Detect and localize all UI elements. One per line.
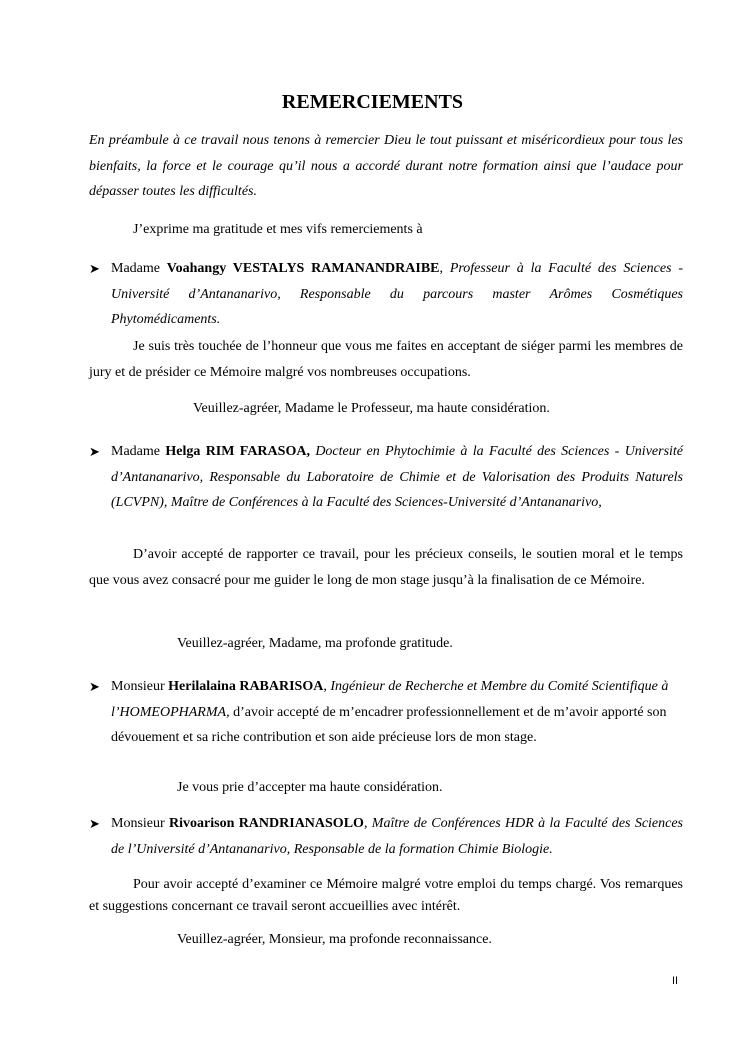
person-name: Helga RIM FARASOA,: [165, 444, 310, 459]
person-4-closing: Veuillez-agréer, Monsieur, ma profonde reconnaissance.: [177, 932, 492, 947]
person-name: Rivoarison RANDRIANASOLO: [169, 816, 364, 831]
person-entry-2: [111, 439, 683, 516]
arrowhead-bullet-icon: ➤: [89, 444, 100, 459]
separator: ,: [323, 679, 327, 694]
arrowhead-bullet-icon: ➤: [89, 261, 100, 276]
person-role: Professeur à la Faculté des Sciences - Université d’Antananarivo, Responsable du parcours master Arômes Cosmétiques Phytomédicaments.: [111, 261, 683, 327]
person-entry-3: [111, 674, 683, 751]
person-1-closing: Veuillez-agréer, Madame le Professeur, ma haute considération.: [193, 401, 550, 416]
person-role: Docteur en Phytochimie à la Faculté des Sciences - Université d’Antananarivo, Responsable du Laboratoire de Chimie et de Valorisation des Produits Naturels (LCVPN), Maître de Conférences à la Faculté des Sciences-Université d’Antananarivo,: [111, 444, 684, 510]
separator: ,: [439, 261, 443, 276]
person-title: Monsieur: [111, 816, 165, 831]
page-title: REMERCIEMENTS: [281, 91, 464, 113]
person-2-text: D’avoir accepté de rapporter ce travail, pour les précieux conseils, le soutien moral et le temps que vous avez consacré pour me guider le long de mon stage jusqu’à la finalisation de ce Mémoire.: [89, 547, 683, 588]
preamble-paragraph: En préambule à ce travail nous tenons à remercier Dieu le tout puissant et miséricordieux pour tous les bienfaits, la force et le courage qu’il nous a accordé durant notre formation ainsi que l’audace pour dépasser toutes les difficultés.: [89, 133, 683, 199]
person-1-text: Je suis très touchée de l’honneur que vous me faites en acceptant de siéger parmi les membres de jury et de présider ce Mémoire malgré vos nombreuses occupations.: [89, 339, 683, 380]
intro-line: J’exprime ma gratitude et mes vifs remerciements à: [133, 222, 423, 237]
person-role-rest: d’avoir accepté de m’encadrer professionnellement et de m’avoir apporté son dévouement et sa riche contribution et son aide précieuse lors de mon stage.: [111, 704, 667, 745]
arrowhead-bullet-icon: ➤: [89, 679, 100, 694]
page-number: II: [672, 975, 679, 987]
person-role: Ingénieur de Recherche et Membre du Comité Scientifique à l’HOMEOPHARMA,: [111, 679, 669, 720]
person-title: Monsieur: [111, 679, 165, 694]
arrowhead-bullet-icon: ➤: [89, 816, 100, 831]
person-2-closing: Veuillez-agréer, Madame, ma profonde gratitude.: [177, 636, 453, 651]
person-name: Herilalaina RABARISOA: [168, 679, 324, 694]
person-title: Madame: [111, 444, 160, 459]
person-4-text: Pour avoir accepté d’examiner ce Mémoire malgré votre emploi du temps chargé. Vos remarques et suggestions concernant ce travail seront accueillies avec intérêt.: [89, 877, 683, 914]
person-title: Madame: [111, 261, 160, 276]
person-name: Voahangy VESTALYS RAMANANDRAIBE: [166, 261, 440, 276]
person-entry-4: [111, 811, 683, 862]
separator: ,: [363, 816, 368, 831]
person-role: Maître de Conférences HDR à la Faculté des Sciences de l’Université d’Antananarivo, Responsable de la formation Chimie Biologie.: [111, 816, 684, 857]
person-entry-1: [111, 256, 683, 333]
person-3-closing: Je vous prie d’accepter ma haute considération.: [177, 780, 443, 795]
